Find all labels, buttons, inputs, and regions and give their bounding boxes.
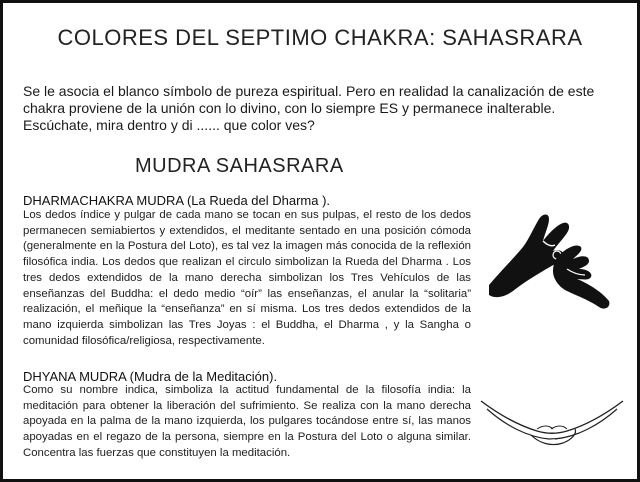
- page-title: COLORES DEL SEPTIMO CHAKRA: SAHASRARA: [57, 25, 583, 50]
- dhyana-hands-icon: [477, 391, 627, 453]
- dhyana-heading: DHYANA MUDRA (Mudra de la Meditación).: [23, 369, 278, 384]
- dhyana-description: Como su nombre indica, simboliza la actitud fundamental de la filosofía india: la meditación para obtener la liberación del sufrimiento. Se realiza con la mano derecha apoyada en la palma de la mano izquierda, los pulgares tocándose entre sí, las manos apoyadas en el regazo de la persona, siempre en la Postura del Loto o alguna similar. Concentra las fuerzas que constituyen la meditación.: [23, 384, 471, 459]
- dharmachakra-heading: DHARMACHAKRA MUDRA (La Rueda del Dharma ).: [23, 193, 331, 208]
- section-title: MUDRA SAHASRARA: [135, 155, 344, 177]
- dharmachakra-description: Los dedos índice y pulgar de cada mano se tocan en sus pulpas, el resto de los dedos permanecen semiabiertos y extendidos, el meditante sentado en una posición cómoda (generalmente en la Postura del Loto), es tal vez la imagen más conocida de la reflexión filosófica india. Los dedos que realizan el circulo simbolizan la Rueda del Dharma . Los tres dedos extendidos de la mano derecha simbolizan los Tres Vehículos de las enseñanzas del Buddha: el dedo medio “oír” las enseñanzas, el anular la “solitaria” realización, el meñique la “enseñanza” en sí misma. Los tres dedos extendidos de la mano izquierda simbolizan las Tres Joyas : el Buddha, el Dharma , y la Sangha o comunidad filosófica/religiosa, respectivamente.: [23, 209, 471, 347]
- intro-text: Se le asocia el blanco símbolo de pureza espiritual. Pero en realidad la canalización de este chakra proviene de la unión con lo divino, con lo siempre ES y permanece inalterable. Escúchate, mira dentro y di ...... que color ves?: [23, 83, 595, 133]
- dharmachakra-hands-icon: [483, 211, 615, 315]
- intro-paragraph: [23, 83, 623, 134]
